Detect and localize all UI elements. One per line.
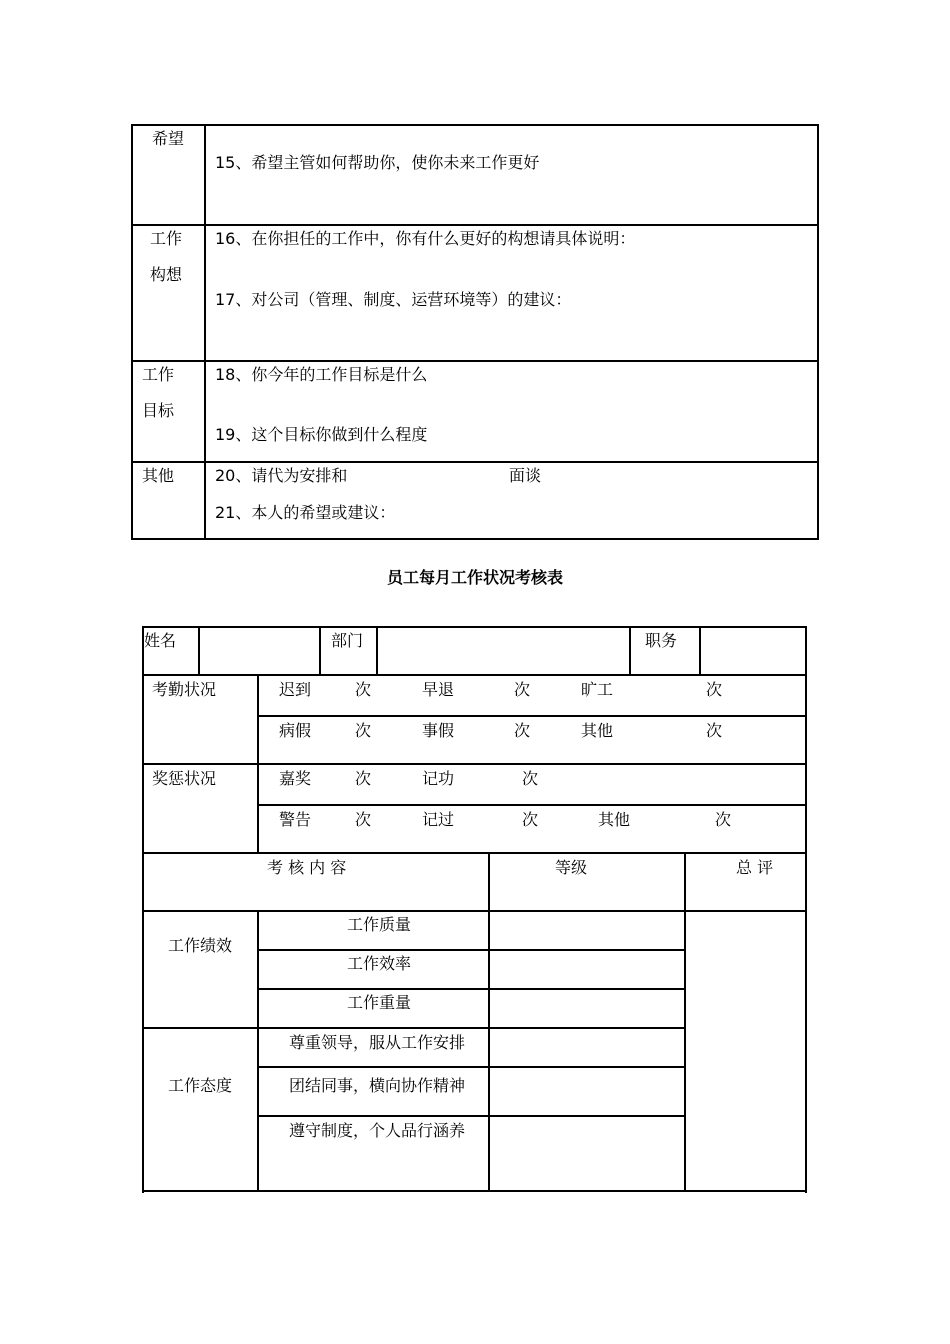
attendance-label: 考勤状况: [152, 680, 217, 699]
reward-warning: 警告: [279, 810, 312, 829]
reward-times: 次: [715, 810, 732, 829]
attendance-absent: 旷工: [581, 680, 614, 699]
label-hope: 希望: [152, 129, 185, 148]
attitude-teamwork: 团结同事，横向协作精神: [289, 1076, 466, 1095]
label-goal-1: 工作: [142, 365, 175, 384]
dept-label: 部门: [331, 631, 364, 650]
item-21: 21、本人的希望或建议：: [215, 503, 396, 522]
reward-times: 次: [522, 810, 539, 829]
eval-grade-header: 等级: [555, 858, 588, 877]
reward-times: 次: [355, 769, 372, 788]
item-15: 15、希望主管如何帮助你，使你未来工作更好: [215, 153, 540, 172]
attendance-times: 次: [355, 680, 372, 699]
label-idea-2: 构想: [150, 265, 183, 284]
attendance-times: 次: [514, 680, 531, 699]
reward-other: 其他: [598, 810, 631, 829]
position-label: 职务: [645, 631, 678, 650]
attendance-sick: 病假: [279, 721, 312, 740]
attitude-respect: 尊重领导，服从工作安排: [289, 1033, 466, 1052]
performance-label: 工作绩效: [168, 936, 233, 955]
label-other: 其他: [142, 466, 175, 485]
attendance-personal: 事假: [422, 721, 455, 740]
attitude-discipline: 遵守制度，个人品行涵养: [289, 1121, 466, 1140]
performance-efficiency: 工作效率: [347, 954, 412, 973]
attendance-times: 次: [706, 680, 723, 699]
label-idea-1: 工作: [150, 229, 183, 248]
reward-label: 奖惩状况: [152, 769, 217, 788]
reward-commend: 嘉奖: [279, 769, 312, 788]
performance-quality: 工作质量: [347, 915, 412, 934]
form-title: 员工每月工作状况考核表: [386, 568, 563, 587]
reward-times: 次: [355, 810, 372, 829]
label-goal-2: 目标: [142, 401, 175, 420]
item-17: 17、对公司（管理、制度、运营环境等）的建议：: [215, 290, 572, 309]
name-label: 姓名: [144, 631, 177, 650]
eval-content-header: 考 核 内 容: [267, 858, 347, 877]
reward-demerit: 记过: [422, 810, 455, 829]
attendance-times: 次: [514, 721, 531, 740]
attendance-early: 早退: [422, 680, 455, 699]
performance-volume: 工作重量: [347, 993, 412, 1012]
item-19: 19、这个目标你做到什么程度: [215, 425, 428, 444]
item-20-interview: 面谈: [509, 466, 542, 485]
attendance-times: 次: [355, 721, 372, 740]
attendance-late: 迟到: [279, 680, 312, 699]
reward-times: 次: [522, 769, 539, 788]
attendance-times: 次: [706, 721, 723, 740]
item-18: 18、你今年的工作目标是什么: [215, 365, 428, 384]
item-16: 16、在你担任的工作中，你有什么更好的构想请具体说明：: [215, 229, 636, 248]
reward-merit: 记功: [422, 769, 455, 788]
attendance-other: 其他: [581, 721, 614, 740]
attitude-label: 工作态度: [168, 1076, 233, 1095]
eval-total-header: 总 评: [736, 858, 774, 877]
item-20: 20、请代为安排和: [215, 466, 348, 485]
